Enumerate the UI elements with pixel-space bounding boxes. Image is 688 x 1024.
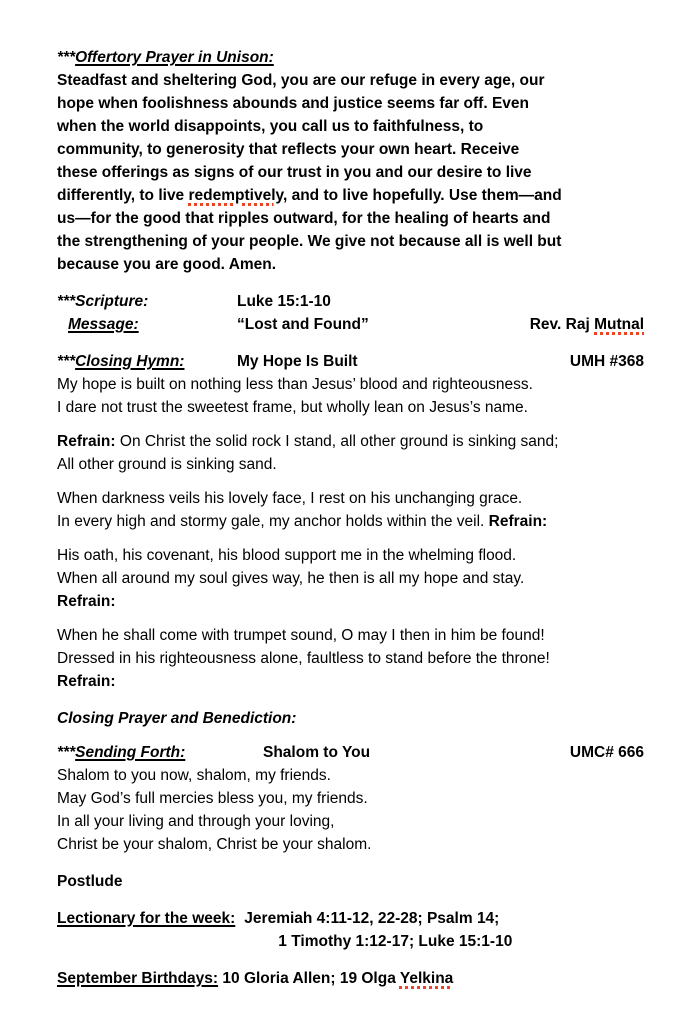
offertory-stars: *** bbox=[57, 49, 76, 66]
scripture-message-section bbox=[57, 290, 644, 336]
sending-forth-number: UMC# 666 bbox=[569, 744, 644, 761]
hymn-verse-line: When all around my soul gives way, he then is all my hope and stay. bbox=[57, 570, 525, 587]
refrain-label: Refrain: bbox=[57, 433, 116, 450]
verse-text: In every high and stormy gale, my anchor holds within the veil. bbox=[57, 513, 489, 530]
closing-hymn-label bbox=[57, 350, 237, 373]
prayer-line: these offerings as signs of our trust in you and our desire to live bbox=[57, 164, 532, 181]
misspelled-word: Yelkina bbox=[399, 970, 454, 987]
hymn-refrain bbox=[57, 430, 644, 476]
message-speaker bbox=[530, 313, 644, 336]
hymn-verse-line: When he shall come with trumpet sound, O may I then in him be found! bbox=[57, 627, 545, 644]
lectionary-line: Jeremiah 4:11-12, 22-28; Psalm 14; bbox=[244, 910, 500, 927]
hymn-stanza-3 bbox=[57, 544, 644, 613]
hymn-verse-line: My hope is built on nothing less than Jesus’ blood and righteousness. bbox=[57, 376, 533, 393]
closing-hymn-label-text: Closing Hymn: bbox=[75, 353, 185, 370]
sending-verse-line: Christ be your shalom, Christ be your shalom. bbox=[57, 836, 372, 853]
sending-forth-section bbox=[57, 741, 644, 856]
misspelled-word: redemptively bbox=[188, 187, 283, 204]
hymn-verse-line: When darkness veils his lovely face, I rest on his unchanging grace. bbox=[57, 490, 523, 507]
sending-forth-label bbox=[57, 741, 237, 764]
misspelled-word: Mutnal bbox=[594, 316, 644, 333]
scripture-row bbox=[57, 290, 644, 313]
hymn-verse-line: His oath, his covenant, his blood support me in the whelming flood. bbox=[57, 547, 517, 564]
prayer-line: community, to generosity that reflects your own heart. Receive bbox=[57, 141, 520, 158]
closing-prayer-heading bbox=[57, 707, 644, 730]
refrain-text: On Christ the solid rock I stand, all other ground is sinking sand; bbox=[115, 433, 559, 450]
prayer-line: because you are good. Amen. bbox=[57, 256, 277, 273]
lectionary-label-text: Lectionary for the week: bbox=[57, 910, 236, 927]
birthdays-label: September Birthdays: bbox=[57, 970, 219, 987]
closing-hymn-title: My Hope Is Built bbox=[237, 353, 358, 370]
refrain-label: Refrain: bbox=[57, 593, 116, 610]
sending-verse-line: In all your living and through your loving, bbox=[57, 813, 335, 830]
message-label bbox=[57, 313, 237, 336]
refrain-line bbox=[57, 430, 644, 453]
hymn-verse-line: I dare not trust the sweetest frame, but wholly lean on Jesus’s name. bbox=[57, 399, 528, 416]
offertory-heading bbox=[57, 46, 644, 69]
lectionary-line: 1 Timothy 1:12-17; Luke 15:1-10 bbox=[278, 933, 513, 950]
scripture-label bbox=[57, 290, 237, 313]
prayer-line-pre: differently, to live bbox=[57, 187, 189, 204]
refrain-line: All other ground is sinking sand. bbox=[57, 456, 277, 473]
prayer-line-post: , and to live hopefully. Use them—and bbox=[282, 187, 562, 204]
lectionary-row bbox=[57, 907, 644, 953]
hymn-verse-line: Dressed in his righteousness alone, faultless to stand before the throne! bbox=[57, 650, 550, 667]
prayer-line: us—for the good that ripples outward, for the healing of hearts and bbox=[57, 210, 551, 227]
sending-forth-title: Shalom to You bbox=[263, 744, 371, 761]
refrain-label: Refrain: bbox=[57, 673, 116, 690]
scripture-reference: Luke 15:1-10 bbox=[237, 293, 331, 310]
birthdays-text: 10 Gloria Allen; 19 Olga bbox=[222, 970, 400, 987]
message-label-text: Message: bbox=[68, 316, 139, 333]
sending-forth-stars: *** bbox=[57, 744, 76, 761]
closing-hymn-stars: *** bbox=[57, 353, 76, 370]
offertory-section bbox=[57, 46, 644, 276]
closing-hymn-number: UMH #368 bbox=[569, 353, 644, 370]
prayer-line: hope when foolishness abounds and justice seems far off. Even bbox=[57, 95, 529, 112]
hymn-stanza-4 bbox=[57, 624, 644, 693]
postlude-text: Postlude bbox=[57, 873, 123, 890]
hymn-verse-line bbox=[57, 510, 644, 533]
prayer-line: the strengthening of your people. We give not because all is well but bbox=[57, 233, 562, 250]
scripture-stars: *** bbox=[57, 293, 76, 310]
scripture-label-text: Scripture: bbox=[75, 293, 149, 310]
offertory-heading-text: Offertory Prayer in Unison: bbox=[75, 49, 274, 66]
sending-forth-label-text: Sending Forth: bbox=[75, 744, 186, 761]
refrain-label: Refrain: bbox=[488, 513, 548, 530]
message-title: “Lost and Found” bbox=[237, 316, 369, 333]
prayer-line: when the world disappoints, you call us to faithfulness, to bbox=[57, 118, 484, 135]
closing-hymn-row bbox=[57, 350, 644, 373]
prayer-line: Steadfast and sheltering God, you are our refuge in every age, our bbox=[57, 72, 545, 89]
prayer-line bbox=[57, 184, 644, 207]
closing-prayer-text: Closing Prayer and Benediction: bbox=[57, 710, 297, 727]
lectionary-references bbox=[244, 907, 512, 953]
closing-hymn-section bbox=[57, 350, 644, 419]
sending-verse-line: Shalom to you now, shalom, my friends. bbox=[57, 767, 331, 784]
postlude-heading bbox=[57, 870, 644, 893]
sending-forth-row bbox=[57, 741, 644, 764]
lectionary-label bbox=[57, 907, 235, 930]
speaker-name-pre: Rev. Raj bbox=[529, 316, 595, 333]
message-row bbox=[57, 313, 644, 336]
birthdays-row bbox=[57, 967, 644, 990]
hymn-stanza-2 bbox=[57, 487, 644, 533]
sending-verse-line: May God’s full mercies bless you, my friends. bbox=[57, 790, 368, 807]
